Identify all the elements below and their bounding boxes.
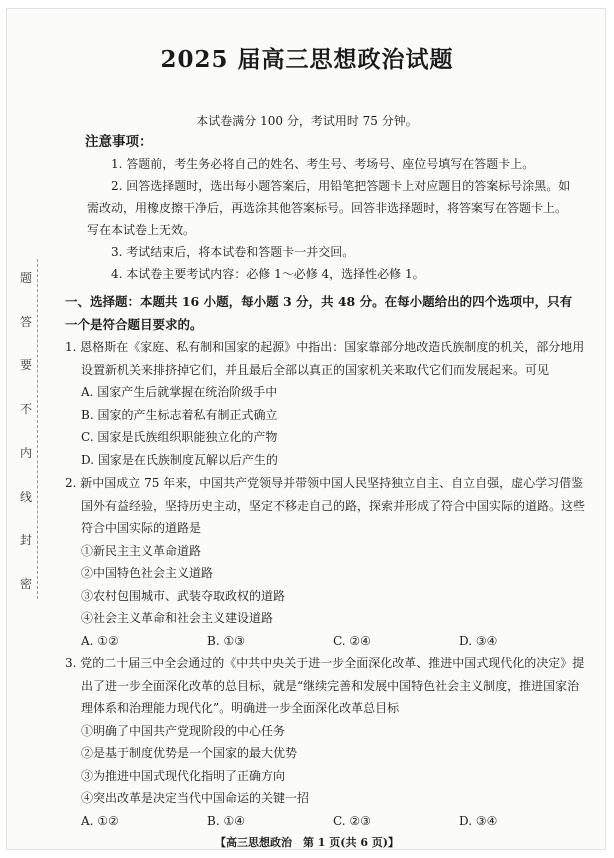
- answer-choice: A. ①②: [81, 633, 119, 648]
- binding-char: 不: [19, 402, 32, 417]
- answer-choice: C. ②④: [333, 633, 371, 648]
- question-option: ①明确了中国共产党现阶段的中心任务: [81, 723, 286, 738]
- page-footer: 【高三思想政治 第 1 页(共 6 页)】: [214, 836, 400, 849]
- binding-char: 封: [19, 533, 32, 548]
- section-heading: 一、选择题：本题共 16 小题，每小题 3 分，共 48 分。在每小题给出的四个选项中，只有一个是符合题目要求的。: [65, 294, 573, 332]
- notice-item: 3. 考试结束后，将本试卷和答题卡一并交回。: [111, 245, 355, 259]
- question-option: ②是基于制度优势是一个国家的最大优势: [81, 746, 298, 760]
- exam-page: [6, 8, 606, 850]
- question-option: C. 国家是氏族组织职能独立化的产物: [81, 430, 278, 444]
- notice-item: 2. 回答选择题时，选出每小题答案后，用铅笔把答题卡上对应题目的答案标号涂黑。如需改动，用橡皮擦干净后，再选涂其他答案标号。回答非选择题时，将答案写在答题卡上。写在本试卷上无效。: [87, 179, 571, 237]
- question-option: ③农村包围城市、武装夺取政权的道路: [81, 588, 286, 603]
- notice-item: 4. 本试卷主要考试内容：必修 1～必修 4，选择性必修 1。: [111, 267, 425, 281]
- question-option: B. 国家的产生标志着私有制正式确立: [81, 407, 278, 422]
- question-option: ②中国特色社会主义道路: [81, 566, 214, 580]
- binding-char: 内: [19, 445, 32, 460]
- answer-choice: B. ①④: [207, 813, 245, 828]
- score-line: 本试卷满分 100 分，考试用时 75 分钟。: [196, 114, 418, 128]
- question-option: ④突出改革是决定当代中国命运的关键一招: [81, 791, 310, 805]
- notice-heading: 注意事项：: [85, 134, 153, 150]
- question-option: A. 国家产生后就掌握在统治阶级手中: [81, 385, 278, 399]
- question-stem: 2. 新中国成立 75 年来，中国共产党领导并带领中国人民坚持独立自主、自立自强，虚心学习借鉴国外有益经验，坚持历史主动，坚定不移走自己的路，探索并形成了符合中国实际的道路。这些符合中国实际的道路是: [65, 476, 586, 535]
- binding-char: 密: [19, 576, 32, 591]
- notice-list: [87, 153, 575, 285]
- binding-margin-text: [19, 271, 33, 591]
- binding-char: 线: [19, 489, 32, 504]
- question-option: ①新民主主义革命道路: [81, 543, 202, 558]
- binding-char: 答: [19, 314, 32, 329]
- question-stem: 3. 党的二十届三中全会通过的《中共中央关于进一步全面深化改革、推进中国式现代化的决定》提出了进一步全面深化改革的总目标，就是“继续完善和发展中国特色社会主义制度，推进国家治理体系和治理能力现代化”。明确进一步全面深化改革总目标: [65, 656, 585, 715]
- question-1: [65, 336, 585, 471]
- question-2: [65, 472, 585, 652]
- question-option: ③为推进中国式现代化指明了正确方向: [81, 768, 286, 783]
- question-stem: 1. 恩格斯在《家庭、私有制和国家的起源》中指出：国家靠部分地改造氏族制度的机关，部分地用设置新机关来排挤掉它们，并且最后全部以真正的国家机关来取代它们而发展起来。可见: [65, 340, 585, 377]
- question-3: [65, 652, 585, 832]
- notice-item: 1. 答题前，考生务必将自己的姓名、考生号、考场号、座位号填写在答题卡上。: [111, 157, 535, 171]
- binding-char: 题: [19, 271, 32, 285]
- answer-choice: C. ②③: [333, 813, 371, 828]
- answer-choices: [65, 630, 585, 653]
- answer-choices: [65, 810, 585, 833]
- answer-choice: D. ③④: [459, 813, 498, 828]
- answer-choice: D. ③④: [459, 633, 498, 648]
- binding-line: [37, 259, 38, 599]
- exam-title: 2025 届高三思想政治试题: [160, 46, 454, 73]
- question-option: D. 国家是在氏族制度瓦解以后产生的: [81, 452, 278, 467]
- answer-choice: A. ①②: [81, 813, 119, 828]
- answer-choice: B. ①③: [207, 633, 245, 648]
- binding-char: 要: [19, 358, 32, 373]
- question-option: ④社会主义革命和社会主义建设道路: [81, 611, 274, 625]
